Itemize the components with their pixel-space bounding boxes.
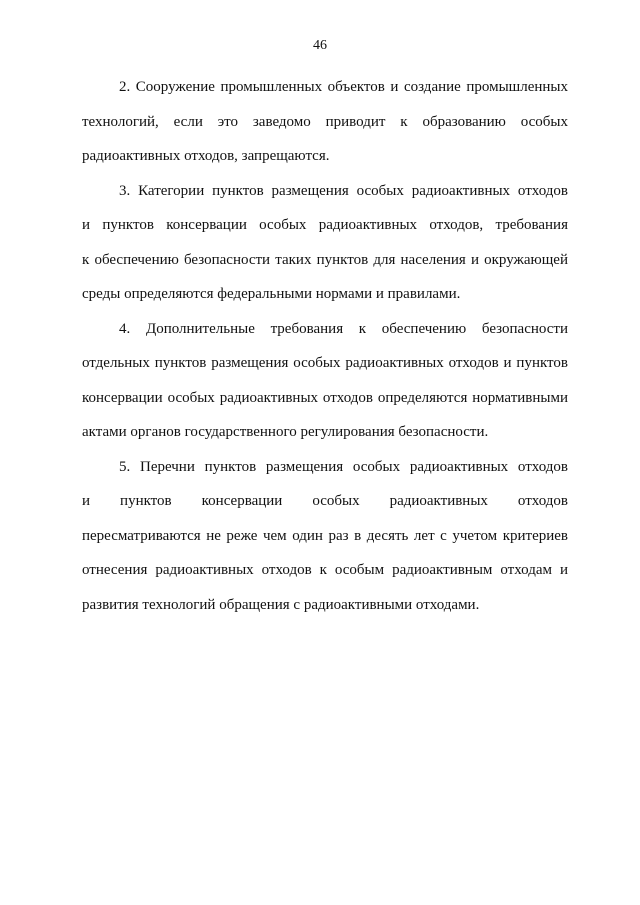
paragraph-3 bbox=[82, 174, 568, 312]
document-body bbox=[82, 70, 568, 622]
text-line: радиоактивных отходов, запрещаются. bbox=[82, 148, 330, 164]
text-line: отдельных пунктов размещения особых радиоактивных отходов и пунктов bbox=[82, 355, 568, 371]
text-line: 5. Перечни пунктов размещения особых радиоактивных отходов bbox=[119, 458, 568, 475]
paragraph-2 bbox=[82, 70, 568, 174]
text-line: пересматриваются не реже чем один раз в десять лет с учетом критериев bbox=[82, 527, 568, 544]
text-line: актами органов государственного регулирования безопасности. bbox=[82, 424, 489, 440]
text-line: и пунктов консервации особых радиоактивных отходов bbox=[82, 493, 568, 509]
text-line: отнесения радиоактивных отходов к особым радиоактивным отходам и bbox=[82, 562, 568, 578]
paragraph-4 bbox=[82, 312, 568, 450]
text-line: и пунктов консервации особых радиоактивных отходов, требования bbox=[82, 217, 568, 233]
text-line: 3. Категории пунктов размещения особых радиоактивных отходов bbox=[119, 182, 568, 199]
paragraph-5 bbox=[82, 450, 568, 623]
page-number: 46 bbox=[313, 38, 327, 53]
text-line: консервации особых радиоактивных отходов определяются нормативными bbox=[82, 389, 568, 406]
text-line: среды определяются федеральными нормами и правилами. bbox=[82, 286, 461, 302]
text-line: развития технологий обращения с радиоактивными отходами. bbox=[82, 596, 480, 613]
text-line: 2. Сооружение промышленных объектов и создание промышленных bbox=[119, 79, 568, 95]
text-line: к обеспечению безопасности таких пунктов для населения и окружающей bbox=[82, 251, 568, 268]
text-line: технологий, если это заведомо приводит к образованию особых bbox=[82, 113, 568, 130]
text-line: 4. Дополнительные требования к обеспечению безопасности bbox=[119, 320, 568, 337]
